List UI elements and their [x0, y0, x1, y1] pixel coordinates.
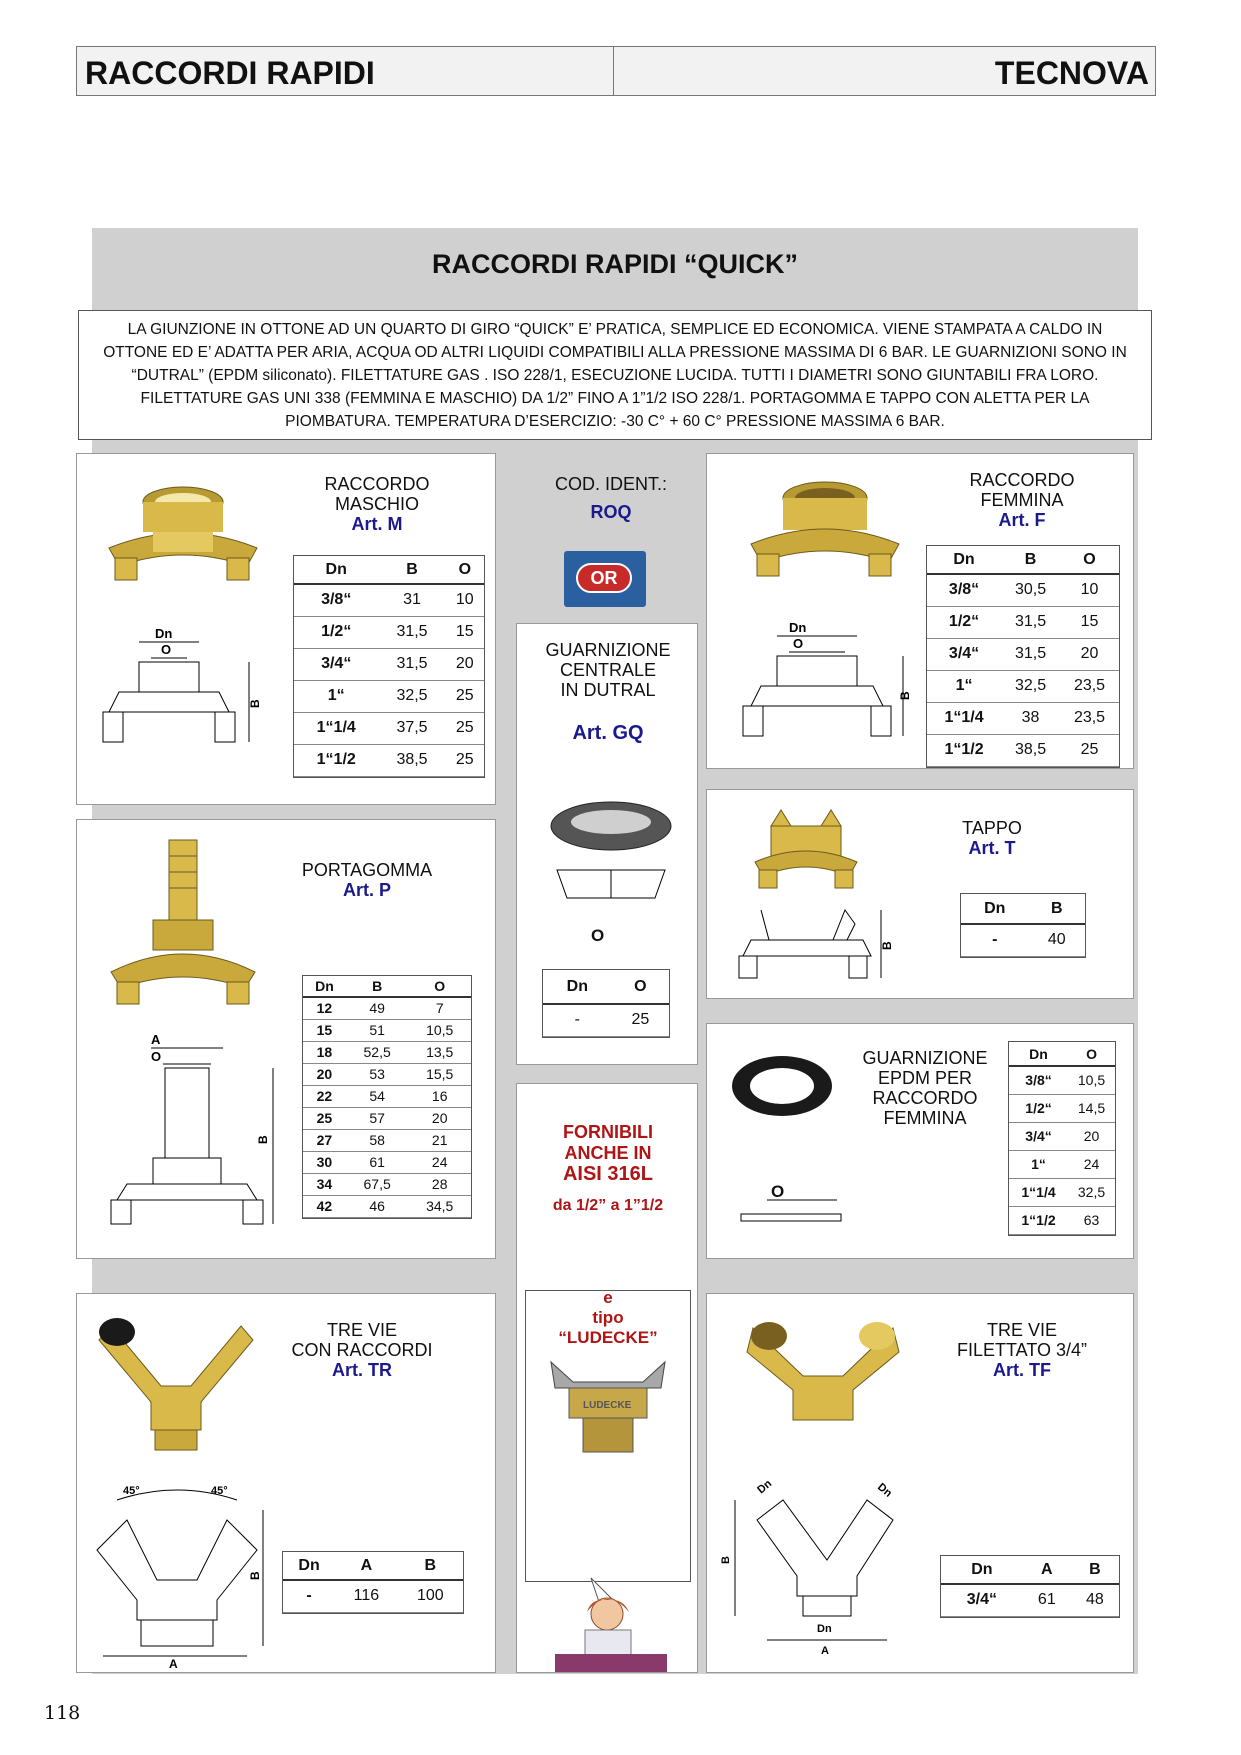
cell: 25: [446, 744, 484, 776]
trevief-dim-dn-left: Dn: [755, 1477, 775, 1497]
maschio-title-line2: MASCHIO: [334, 494, 419, 514]
cell: 28: [408, 1173, 471, 1195]
cell: 3/8“: [927, 574, 1001, 606]
panel-maschio: [76, 453, 496, 805]
trevief-dim-b: B: [720, 1556, 732, 1564]
trevief-h-b: B: [1071, 1556, 1119, 1584]
cell: 100: [398, 1580, 463, 1612]
trevie-photo: [91, 1306, 261, 1456]
femmina-art: Art. F: [998, 510, 1046, 530]
table-row: [1009, 1122, 1115, 1150]
cell: 20: [1068, 1122, 1115, 1150]
epdm-h-dn: Dn: [1009, 1042, 1068, 1066]
trevief-photo: [743, 1310, 903, 1440]
table-row: [294, 616, 484, 648]
aisi-line2: ANCHE IN: [564, 1143, 652, 1163]
table-row: [303, 1151, 471, 1173]
epdm-dim-o: O: [771, 1182, 785, 1201]
trevie-title: [267, 1320, 457, 1380]
cell: 15,5: [408, 1063, 471, 1085]
gq-art: Art. GQ: [572, 722, 644, 744]
table-row: [1009, 1066, 1115, 1094]
portagomma-h-o: O: [408, 976, 471, 997]
trevief-drawing: [720, 1477, 927, 1660]
cell: 57: [346, 1107, 409, 1129]
aisi-line3: AISI 316L: [562, 1163, 654, 1185]
cell: 32,5: [1068, 1178, 1115, 1206]
cell: 24: [408, 1151, 471, 1173]
trevie-table: [283, 1552, 463, 1613]
maschio-art: Art. M: [351, 514, 403, 534]
cell: 20: [446, 648, 484, 680]
cell: 61: [346, 1151, 409, 1173]
gq-photo: [547, 794, 677, 914]
maschio-h-dn: Dn: [294, 556, 378, 584]
trevief-dim-a: A: [821, 1645, 829, 1657]
trevie-dim-a: A: [169, 1657, 178, 1671]
trevief-dim-dn-bottom: Dn: [817, 1623, 832, 1635]
panel-femmina: [706, 453, 1134, 769]
epdm-h-o: O: [1068, 1042, 1115, 1066]
cell: 1“: [294, 680, 378, 712]
header-left-cell: [77, 47, 614, 95]
aisi-line1: FORNIBILI: [563, 1122, 653, 1142]
cell: 38,5: [378, 744, 445, 776]
trevief-title: [927, 1320, 1117, 1380]
table-row: [294, 584, 484, 616]
ludecke-photo: [543, 1352, 673, 1464]
cell: 23,5: [1060, 670, 1119, 702]
table-row: [303, 1019, 471, 1041]
table-row: [961, 924, 1085, 956]
portagomma-h-dn: Dn: [303, 976, 346, 997]
cell: 16: [408, 1085, 471, 1107]
maschio-dim-dn: Dn: [155, 626, 173, 641]
cell: 3/8“: [1009, 1066, 1068, 1094]
cell: 1“: [927, 670, 1001, 702]
femmina-title-line1: RACCORDO: [969, 470, 1075, 490]
table-row: [927, 606, 1119, 638]
cell: 21: [408, 1129, 471, 1151]
table-row: [927, 670, 1119, 702]
gq-title: [517, 640, 699, 700]
portagomma-table: [303, 976, 471, 1218]
femmina-drawing: [737, 614, 913, 754]
table-row: [1009, 1150, 1115, 1178]
femmina-dim-b: B: [898, 691, 912, 700]
table-row: [303, 1085, 471, 1107]
trevief-table: [941, 1556, 1119, 1617]
person-illustration: [551, 1578, 671, 1672]
cell: 31,5: [378, 648, 445, 680]
maschio-photo: [97, 478, 267, 588]
cell: 3/4“: [927, 638, 1001, 670]
cell: 3/4“: [1009, 1122, 1068, 1150]
cell: -: [961, 924, 1029, 956]
cell: 10: [1060, 574, 1119, 606]
panel-trevief: [706, 1293, 1134, 1673]
or-logo-text: OR: [576, 563, 632, 593]
cell: 32,5: [1001, 670, 1060, 702]
cell: 1“1/2: [927, 734, 1001, 766]
trevief-art: Art. TF: [993, 1360, 1051, 1380]
ludecke-line3: “LUDECKE”: [558, 1328, 658, 1347]
cell: 53: [346, 1063, 409, 1085]
portagomma-h-b: B: [346, 976, 409, 997]
cell: 15: [446, 616, 484, 648]
cell: 38,5: [1001, 734, 1060, 766]
table-row: [303, 1173, 471, 1195]
cell: 40: [1029, 924, 1085, 956]
cell: 3/8“: [294, 584, 378, 616]
cell: 38: [1001, 702, 1060, 734]
cell: 13,5: [408, 1041, 471, 1063]
maschio-title-line1: RACCORDO: [324, 474, 430, 494]
cell: 25: [303, 1107, 346, 1129]
cell: 12: [303, 997, 346, 1019]
table-row: [303, 1107, 471, 1129]
epdm-drawing: [737, 1196, 847, 1236]
cell: 18: [303, 1041, 346, 1063]
cod-ident: [516, 474, 706, 522]
cell: 31,5: [1001, 638, 1060, 670]
cell: 25: [612, 1004, 669, 1036]
cell: 1“1/2: [294, 744, 378, 776]
cell: 10: [446, 584, 484, 616]
cell: 61: [1023, 1584, 1071, 1616]
table-row: [294, 648, 484, 680]
portagomma-dim-b: B: [256, 1135, 270, 1144]
trevie-h-b: B: [398, 1552, 463, 1580]
cell: 25: [446, 712, 484, 744]
cell: 1/2“: [1009, 1094, 1068, 1122]
femmina-h-b: B: [1001, 546, 1060, 574]
panel-trevie: [76, 1293, 496, 1673]
cell: 1“1/4: [927, 702, 1001, 734]
cell: 31,5: [378, 616, 445, 648]
tappo-table: [961, 894, 1085, 957]
cell: 31: [378, 584, 445, 616]
cell: 24: [1068, 1150, 1115, 1178]
cell: 14,5: [1068, 1094, 1115, 1122]
section-title: RACCORDI RAPIDI “QUICK”: [431, 249, 798, 279]
tappo-drawing: [737, 900, 897, 990]
maschio-drawing: [99, 622, 269, 762]
table-row: [543, 1004, 669, 1036]
epdm-photo: [727, 1050, 837, 1130]
page-number: 118: [44, 1702, 81, 1724]
tappo-photo: [751, 806, 861, 896]
ludecke-line2: tipo: [592, 1308, 624, 1327]
ludecke-engraving: LUDECKE: [583, 1400, 632, 1411]
epdm-title-line2: EPDM PER: [877, 1068, 973, 1088]
cell: 42: [303, 1195, 346, 1217]
maschio-table: [294, 556, 484, 777]
cell: 46: [346, 1195, 409, 1217]
cell: 1“1/4: [1009, 1178, 1068, 1206]
header-brand: TECNOVA: [994, 55, 1149, 91]
cell: 10,5: [1068, 1066, 1115, 1094]
cell: 1“1/4: [294, 712, 378, 744]
table-row: [303, 997, 471, 1019]
portagomma-drawing: [107, 1032, 287, 1232]
table-row: [927, 638, 1119, 670]
femmina-table: [927, 546, 1119, 767]
table-row: [303, 1063, 471, 1085]
gq-title-line2: CENTRALE: [559, 660, 657, 680]
trevie-h-dn: Dn: [283, 1552, 335, 1580]
cod-ident-value: ROQ: [590, 502, 632, 522]
maschio-dim-o: O: [161, 642, 172, 657]
page-header: [76, 46, 1156, 96]
trevie-drawing: [87, 1470, 273, 1670]
trevief-dim-dn-right: Dn: [875, 1481, 895, 1500]
description-box: LA GIUNZIONE IN OTTONE AD UN QUARTO DI GIRO “QUICK” E’ PRATICA, SEMPLICE ED ECONOMICA. VIENE STAMPATA A CALDO IN OTTONE ED E’ ADATTA PER ARIA, ACQUA OD ALTRI LIQUIDI COMPATIBILI ALLA PRESSIONE MASSIMA DI 6 BAR. LE GUARNIZIONI SONO IN “DUTRAL” (EPDM siliconato). FILETTATURE GAS . ISO 228/1, ESECUZIONE LUCIDA. TUTTI I DIAMETRI SONO GIUNTABILI FRA LORO. FILETTATURE GAS UNI 338 (FEMMINA E MASCHIO) DA 1/2” FINO A 1”1/2 ISO 228/1. PORTAGOMMA E TAPPO CON ALETTA PER LA PIOMBATURA. TEMPERATURA D’ESERCIZIO: -30 C° + 60 C° PRESSIONE MASSIMA 6 BAR.: [78, 310, 1152, 440]
cell: 22: [303, 1085, 346, 1107]
cell: 20: [1060, 638, 1119, 670]
femmina-dim-dn: Dn: [789, 620, 807, 635]
maschio-h-o: O: [446, 556, 484, 584]
cell: 48: [1071, 1584, 1119, 1616]
cell: 10,5: [408, 1019, 471, 1041]
tappo-dim-b: B: [880, 941, 894, 950]
table-row: [941, 1584, 1119, 1616]
trevief-title-line2: FILETTATO 3/4”: [956, 1340, 1088, 1360]
cell: 1“: [1009, 1150, 1068, 1178]
cell: 25: [446, 680, 484, 712]
ludecke-text: [517, 1288, 699, 1348]
cell: 1/2“: [927, 606, 1001, 638]
cell: 31,5: [1001, 606, 1060, 638]
cell: 30,5: [1001, 574, 1060, 606]
gq-table: [543, 970, 669, 1037]
cell: 20: [408, 1107, 471, 1129]
panel-portagomma: [76, 819, 496, 1259]
panel-guarnizione-centrale: [516, 623, 698, 1065]
header-left-title: RACCORDI RAPIDI: [85, 55, 375, 91]
tappo-h-b: B: [1029, 894, 1085, 924]
table-row: [294, 680, 484, 712]
femmina-dim-o: O: [793, 636, 804, 651]
tappo-art: Art. T: [968, 838, 1016, 858]
gq-title-line1: GUARNIZIONE: [545, 640, 671, 660]
cell: 34: [303, 1173, 346, 1195]
cell: 3/4“: [294, 648, 378, 680]
trevie-dim-b: B: [248, 1571, 262, 1580]
table-row: [1009, 1178, 1115, 1206]
trevie-title-line2: CON RACCORDI: [291, 1340, 433, 1360]
table-row: [294, 712, 484, 744]
table-row: [303, 1129, 471, 1151]
cell: 1/2“: [294, 616, 378, 648]
table-row: [303, 1041, 471, 1063]
table-row: [294, 744, 484, 776]
trevie-dim-45-left: 45°: [123, 1485, 140, 1497]
epdm-table: [1009, 1042, 1115, 1235]
cell: 27: [303, 1129, 346, 1151]
epdm-title: [855, 1048, 995, 1128]
cell: 37,5: [378, 712, 445, 744]
epdm-title-line4: FEMMINA: [883, 1108, 967, 1128]
table-row: [283, 1580, 463, 1612]
femmina-photo: [739, 472, 909, 582]
cell: 63: [1068, 1206, 1115, 1234]
maschio-dim-b: B: [248, 699, 262, 708]
gq-dim-o: O: [591, 926, 605, 945]
tappo-h-dn: Dn: [961, 894, 1029, 924]
femmina-h-o: O: [1060, 546, 1119, 574]
cell: 30: [303, 1151, 346, 1173]
panel-tappo: [706, 789, 1134, 999]
cell: 15: [303, 1019, 346, 1041]
aisi-line4: da 1/2” a 1”1/2: [552, 1197, 664, 1214]
table-row: [1009, 1094, 1115, 1122]
femmina-title: [927, 470, 1117, 530]
cell: 7: [408, 997, 471, 1019]
cell: -: [283, 1580, 335, 1612]
gq-h-dn: Dn: [543, 970, 612, 1004]
tappo-title: [927, 818, 1057, 858]
trevief-h-a: A: [1023, 1556, 1071, 1584]
maschio-h-b: B: [378, 556, 445, 584]
cod-ident-label: COD. IDENT.:: [554, 474, 667, 494]
portagomma-photo: [103, 836, 263, 1016]
epdm-title-line3: RACCORDO: [872, 1088, 978, 1108]
femmina-title-line2: FEMMINA: [980, 490, 1064, 510]
femmina-h-dn: Dn: [927, 546, 1001, 574]
table-row: [303, 1195, 471, 1217]
cell: 23,5: [1060, 702, 1119, 734]
or-logo: [564, 551, 646, 607]
cell: 67,5: [346, 1173, 409, 1195]
table-row: [927, 574, 1119, 606]
portagomma-art: Art. P: [342, 880, 391, 900]
portagomma-dim-a: A: [151, 1032, 161, 1047]
portagomma-title-line1: PORTAGOMMA: [301, 860, 433, 880]
cell: 15: [1060, 606, 1119, 638]
cell: 49: [346, 997, 409, 1019]
tappo-title-line1: TAPPO: [962, 818, 1022, 838]
gq-h-o: O: [612, 970, 669, 1004]
epdm-title-line1: GUARNIZIONE: [862, 1048, 988, 1068]
trevief-h-dn: Dn: [941, 1556, 1023, 1584]
aisi-text: [517, 1122, 699, 1216]
cell: 54: [346, 1085, 409, 1107]
cell: 116: [335, 1580, 397, 1612]
cell: 34,5: [408, 1195, 471, 1217]
cell: 1“1/2: [1009, 1206, 1068, 1234]
trevie-title-line1: TRE VIE: [326, 1320, 397, 1340]
gq-title-line3: IN DUTRAL: [560, 680, 656, 700]
cell: 51: [346, 1019, 409, 1041]
cell: 32,5: [378, 680, 445, 712]
maschio-title: [287, 474, 467, 534]
portagomma-title: [277, 860, 457, 900]
trevie-dim-45-right: 45°: [211, 1485, 228, 1497]
panel-aisi: [516, 1083, 698, 1673]
trevie-art: Art. TR: [332, 1360, 392, 1380]
portagomma-dim-o: O: [151, 1049, 162, 1064]
trevie-h-a: A: [335, 1552, 397, 1580]
table-row: [1009, 1206, 1115, 1234]
cell: 20: [303, 1063, 346, 1085]
table-row: [927, 734, 1119, 766]
cell: 58: [346, 1129, 409, 1151]
cell: -: [543, 1004, 612, 1036]
panel-epdm: [706, 1023, 1134, 1259]
cell: 3/4“: [941, 1584, 1023, 1616]
table-row: [927, 702, 1119, 734]
trevief-title-line1: TRE VIE: [986, 1320, 1057, 1340]
cell: 25: [1060, 734, 1119, 766]
ludecke-line1: e: [603, 1288, 613, 1307]
cell: 52,5: [346, 1041, 409, 1063]
